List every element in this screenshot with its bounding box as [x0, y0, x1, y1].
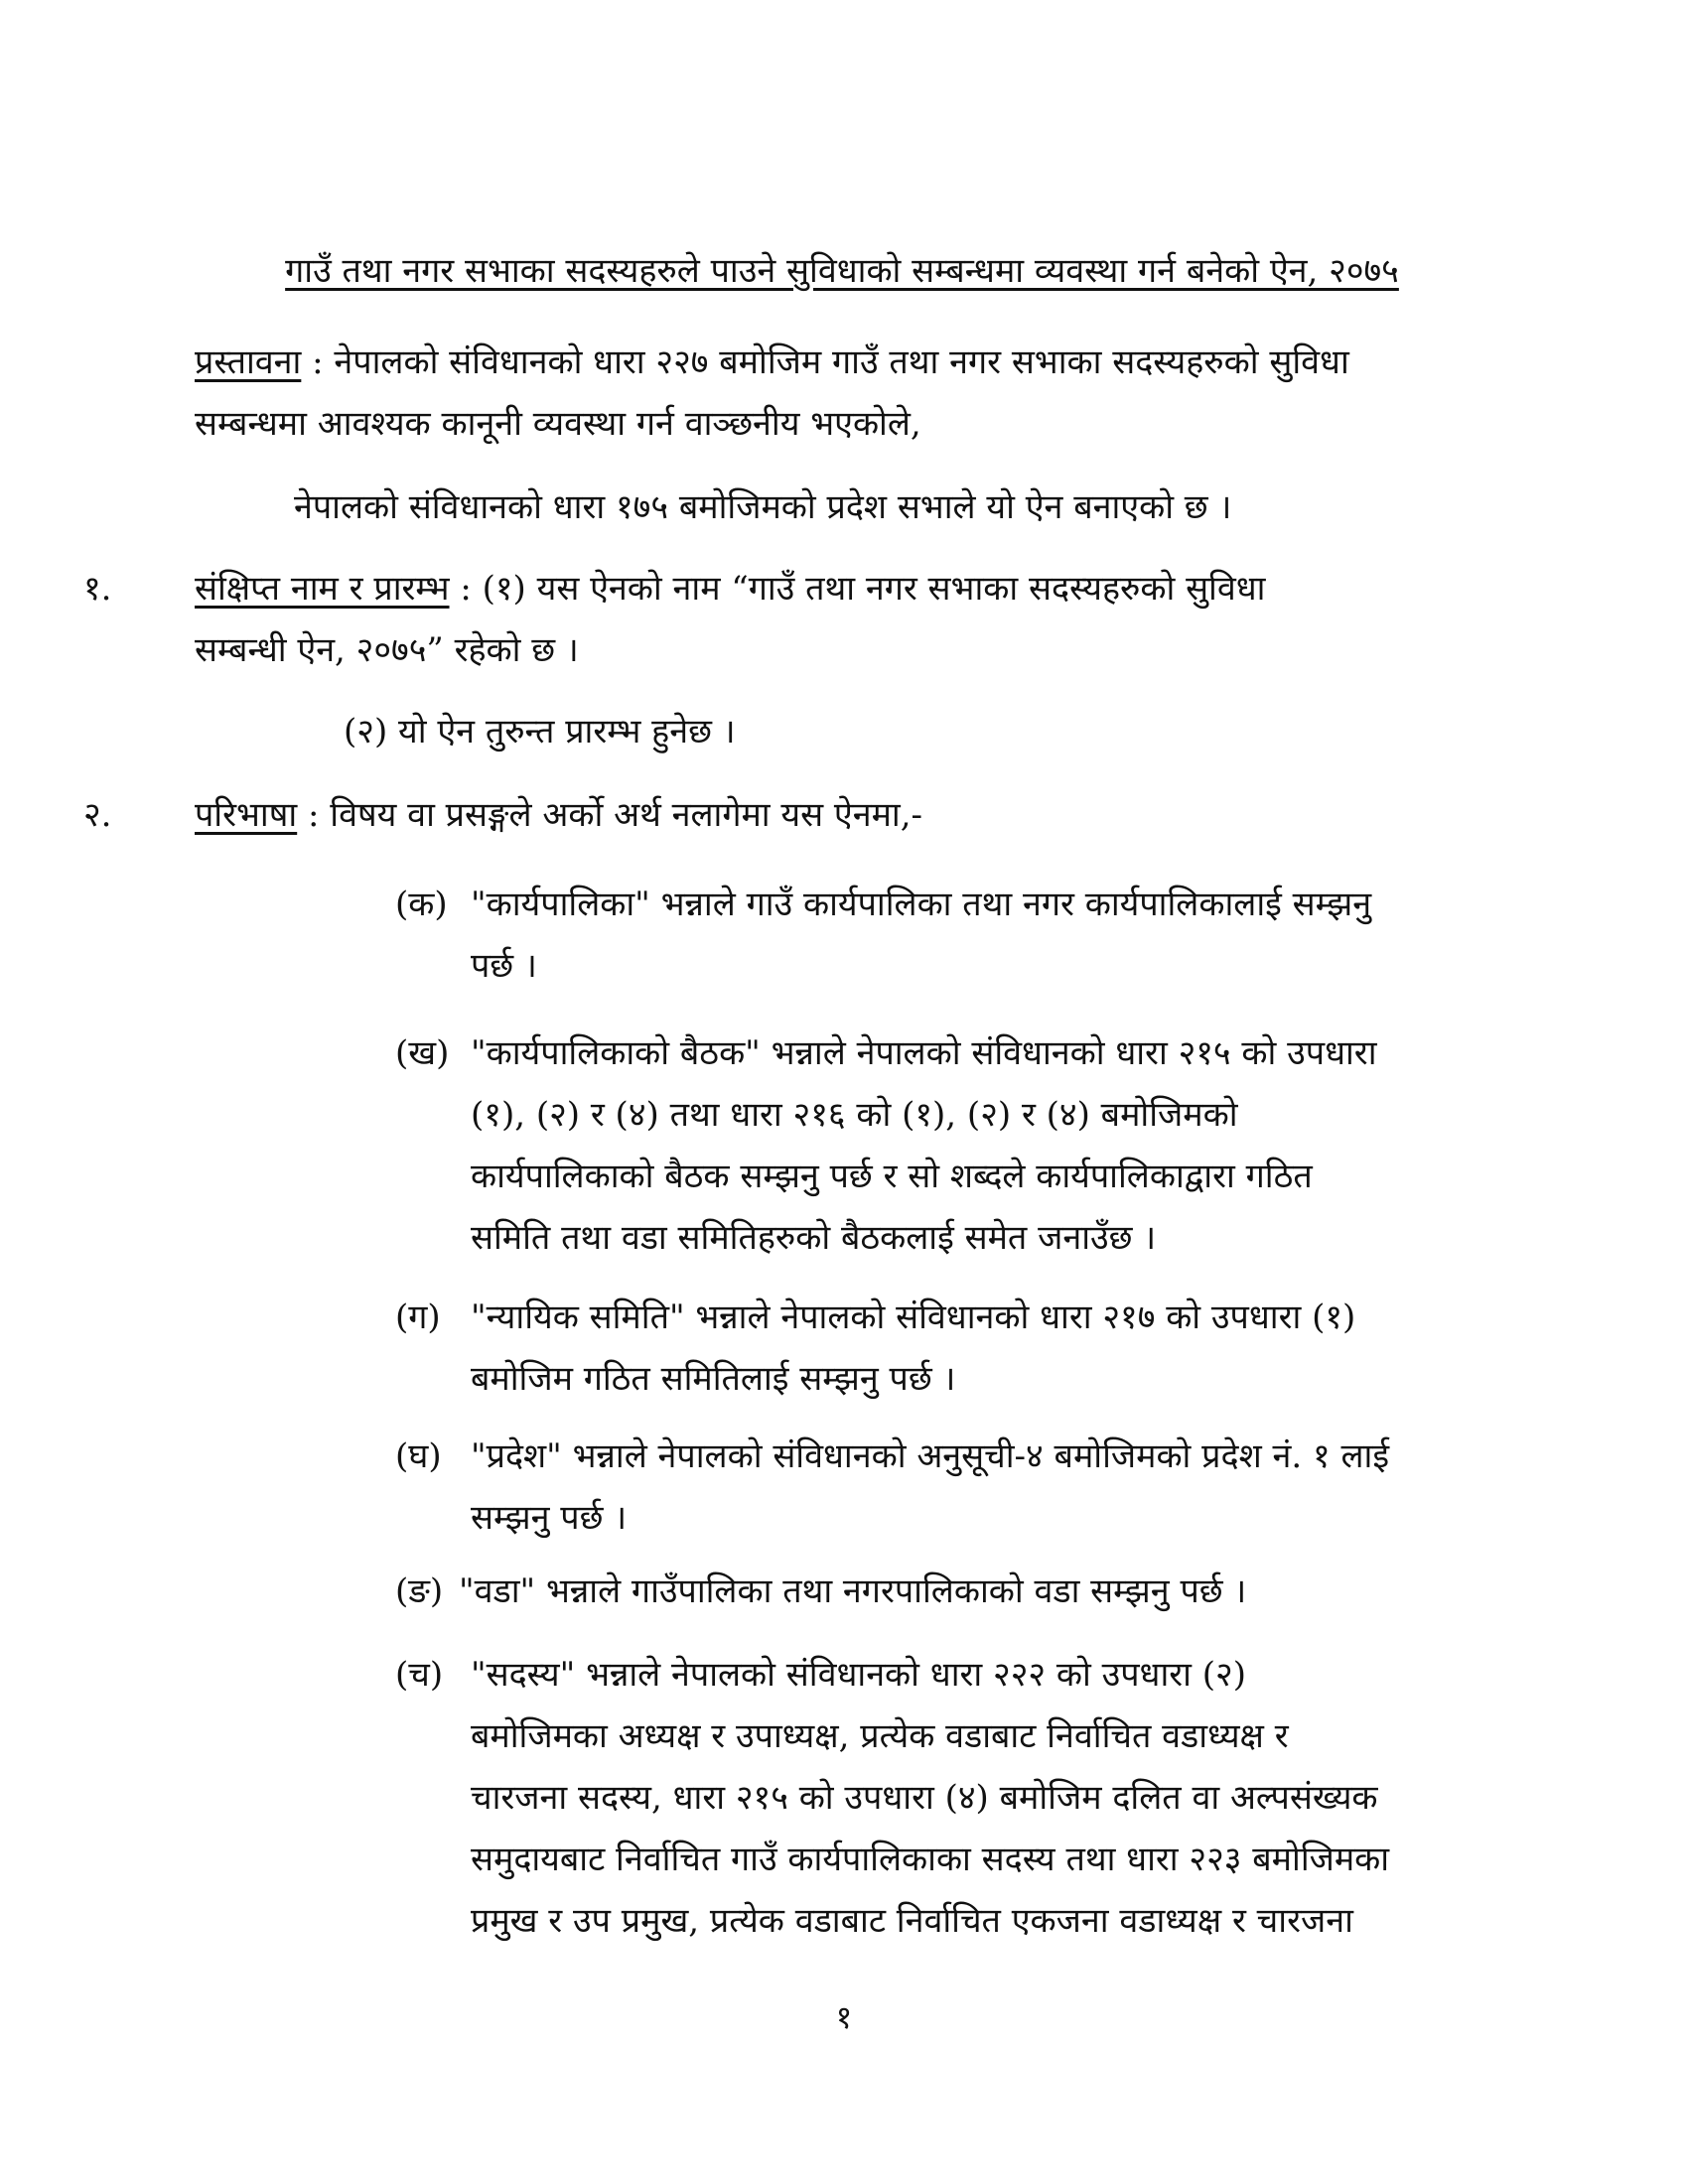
section-1-subsection-2: (२) यो ऐन तुरुन्त प्रारम्भ हुनेछ ।	[344, 712, 736, 751]
definition-label: (क)	[395, 885, 448, 924]
definition-label: (ङ)	[395, 1571, 444, 1611]
definition-line: "वडा" भन्नाले गाउँपालिका तथा नगरपालिकाको वडा सम्झनु पर्छ ।	[459, 1571, 1247, 1611]
page-number: १	[835, 1998, 853, 2036]
definition-line: सम्झनु पर्छ ।	[471, 1498, 628, 1538]
section-number: १.	[83, 569, 112, 609]
definition-line: (१), (२) र (४) तथा धारा २१६ को (१), (२) र (४) बमोजिमको	[471, 1095, 1238, 1135]
definition-line: पर्छ ।	[471, 946, 537, 986]
definition-line: समुदायबाट निर्वाचित गाउँ कार्यपालिकाका सदस्य तथा धारा २२३ बमोजिमका	[471, 1840, 1390, 1879]
definition-label: (ख)	[395, 1033, 450, 1073]
definition-line: समिति तथा वडा समितिहरुको बैठकलाई समेत जनाउँछ ।	[471, 1218, 1157, 1258]
definition-line: बमोजिम गठित समितिलाई सम्झनु पर्छ ।	[471, 1359, 956, 1399]
definition-line: बमोजिमका अध्यक्ष र उपाध्यक्ष, प्रत्येक वडाबाट निर्वाचित वडाध्यक्ष र	[471, 1716, 1289, 1756]
section-heading: संक्षिप्त नाम र प्रारम्भ	[195, 569, 450, 609]
section-1-line-1	[195, 564, 1265, 610]
enactment-clause: नेपालको संविधानको धारा १७५ बमोजिमको प्रदेश सभाले यो ऐन बनाएको छ ।	[294, 487, 1232, 527]
definition-line: कार्यपालिकाको बैठक सम्झनु पर्छ र सो शब्दले कार्यपालिकाद्वारा गठित	[471, 1157, 1313, 1196]
definition-line: प्रमुख र उप प्रमुख, प्रत्येक वडाबाट निर्वाचित एकजना वडाध्यक्ष र चारजना	[471, 1901, 1353, 1941]
section-number: २.	[83, 795, 112, 835]
preamble-heading: प्रस्तावना	[195, 342, 302, 382]
definition-label: (ग)	[395, 1297, 441, 1337]
section-1-text-1: : (१) यस ऐनको नाम “गाउँ तथा नगर सभाका सदस्यहरुको सुविधा	[449, 569, 1266, 609]
section-1-line-2: सम्बन्धी ऐन, २०७५” रहेको छ ।	[195, 630, 579, 670]
definition-line: "कार्यपालिका" भन्नाले गाउँ कार्यपालिका तथा नगर कार्यपालिकालाई सम्झनु	[471, 885, 1372, 924]
definition-label: (च)	[395, 1655, 444, 1695]
section-2-text-1: : विषय वा प्रसङ्गले अर्को अर्थ नलागेमा यस ऐनमा,-	[297, 795, 923, 835]
definition-line: "कार्यपालिकाको बैठक" भन्नाले नेपालको संविधानको धारा २१५ को उपधारा	[471, 1033, 1377, 1073]
preamble-text-1: : नेपालको संविधानको धारा २२७ बमोजिम गाउँ तथा नगर सभाका सदस्यहरुको सुविधा	[301, 342, 1349, 382]
definition-line: "सदस्य" भन्नाले नेपालको संविधानको धारा २२२ को उपधारा (२)	[471, 1655, 1246, 1695]
section-2-line-1	[195, 790, 922, 836]
definition-label: (घ)	[395, 1436, 442, 1476]
preamble-line-2: सम्बन्धमा आवश्यक कानूनी व्यवस्था गर्न वाञ्छनीय भएकोले,	[195, 404, 921, 444]
definition-line: "प्रदेश" भन्नाले नेपालको संविधानको अनुसूची-४ बमोजिमको प्रदेश नं. १ लाई	[471, 1436, 1390, 1476]
preamble-line-1	[195, 338, 1349, 383]
section-heading: परिभाषा	[195, 795, 298, 835]
definition-line: चारजना सदस्य, धारा २१५ को उपधारा (४) बमोजिम दलित वा अल्पसंख्यक	[471, 1778, 1378, 1818]
definition-line: "न्यायिक समिति" भन्नाले नेपालको संविधानको धारा २१७ को उपधारा (१)	[471, 1297, 1356, 1337]
document-title: गाउँ तथा नगर सभाका सदस्यहरुले पाउने सुविधाको सम्बन्धमा व्यवस्था गर्न बनेको ऐन, २०७५	[285, 251, 1399, 291]
